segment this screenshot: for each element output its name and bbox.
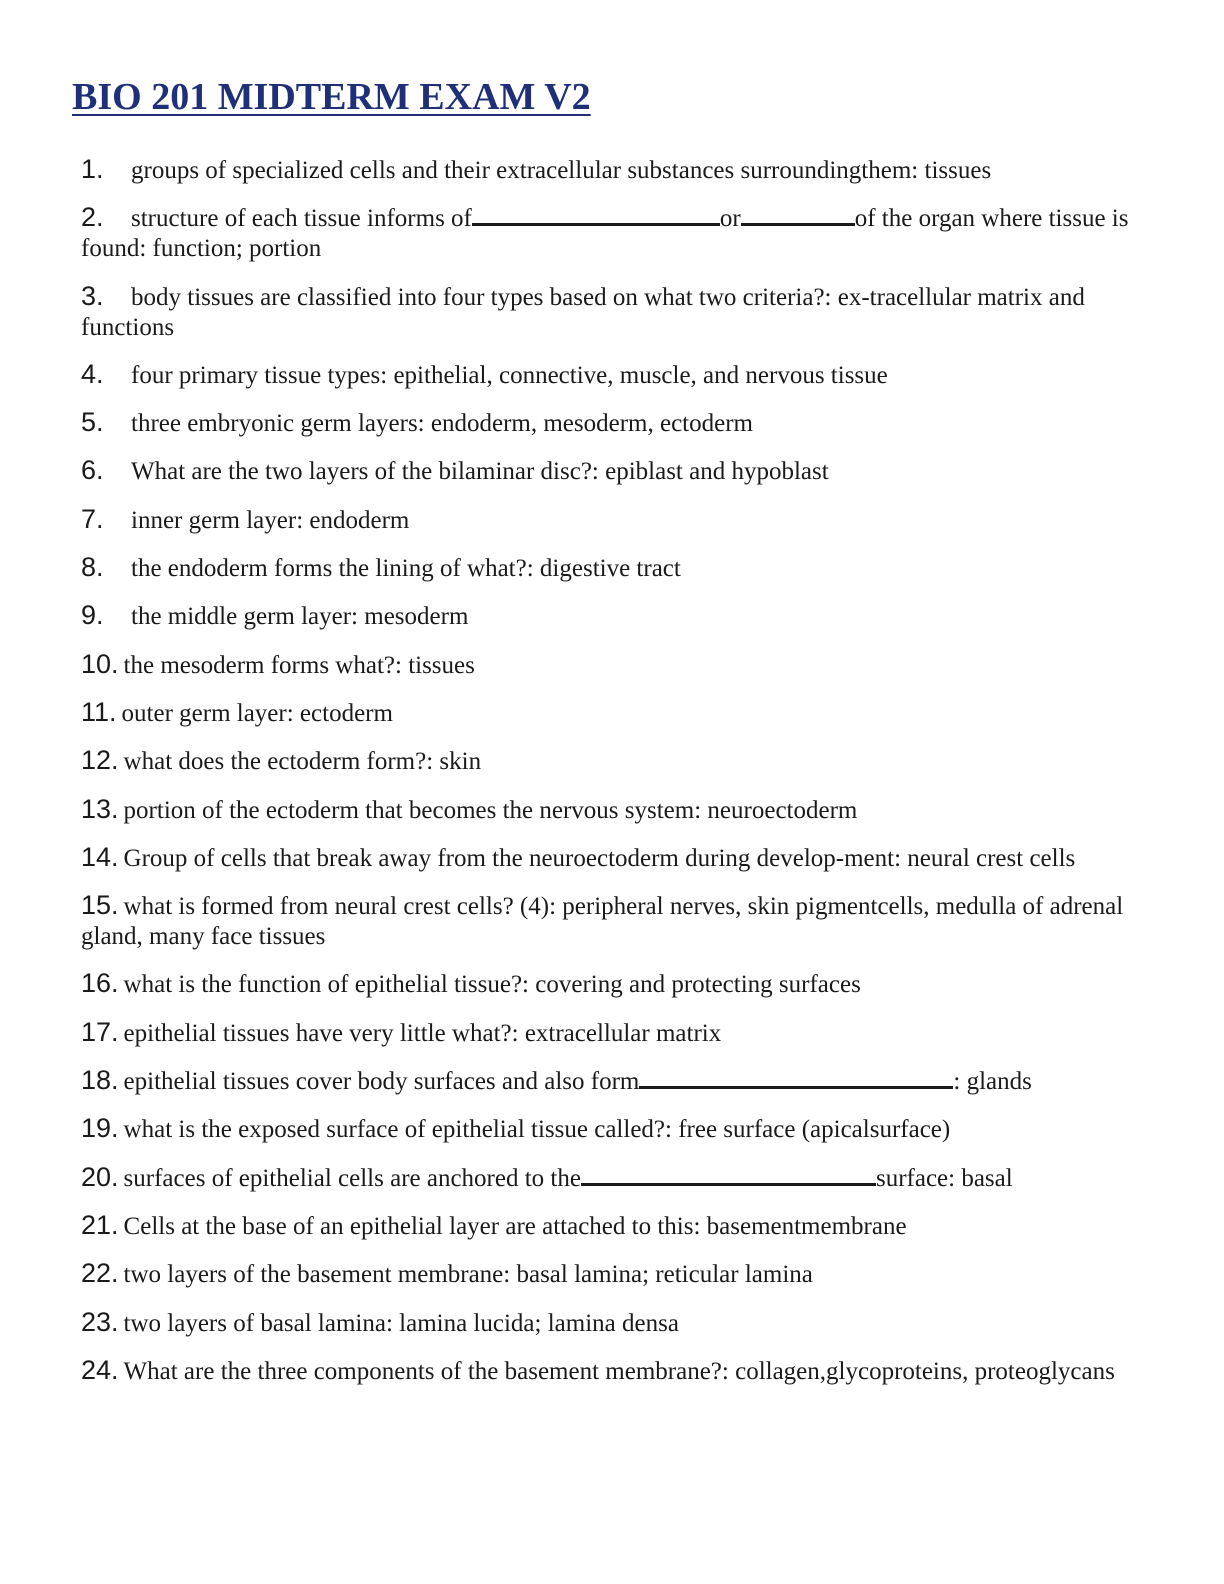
question-number: 1. bbox=[81, 154, 104, 184]
question-item-17 bbox=[81, 1017, 1146, 1049]
question-number: 17. bbox=[81, 1016, 119, 1047]
question-text: two layers of the basement membrane: basal lamina; reticular lamina bbox=[123, 1261, 813, 1289]
question-text: two layers of basal lamina: lamina lucida; lamina densa bbox=[123, 1309, 679, 1337]
question-number: 23. bbox=[81, 1306, 119, 1337]
question-text-middle: or bbox=[719, 205, 741, 233]
question-text: the mesoderm forms what?: tissues bbox=[123, 651, 475, 679]
question-text: the endoderm forms the lining of what?: digestive tract bbox=[131, 555, 681, 583]
question-text-before: epithelial tissues cover body surfaces and also form bbox=[123, 1068, 640, 1096]
question-number: 4. bbox=[81, 358, 104, 389]
question-item-11 bbox=[81, 697, 1146, 729]
question-number: 2. bbox=[81, 202, 104, 233]
question-item-20 bbox=[81, 1162, 1146, 1194]
question-item-24 bbox=[81, 1355, 1146, 1387]
question-text: three embryonic germ layers: endoderm, mesoderm, ectoderm bbox=[131, 410, 753, 438]
question-item-12 bbox=[81, 745, 1146, 777]
question-item-6 bbox=[81, 455, 1146, 487]
question-number: 6. bbox=[81, 455, 104, 486]
question-item-3 bbox=[81, 281, 1146, 343]
question-item-22 bbox=[81, 1258, 1146, 1290]
question-item-21 bbox=[81, 1210, 1146, 1242]
question-text-before: surfaces of epithelial cells are anchored to the bbox=[123, 1164, 581, 1192]
question-item-14 bbox=[81, 842, 1146, 874]
exam-title: BIO 201 MIDTERM EXAM V2 bbox=[72, 76, 591, 118]
question-number: 22. bbox=[81, 1258, 119, 1289]
question-text: body tissues are classified into four types based on what two criteria?: ex-tracellular matrix and functions bbox=[81, 283, 1085, 341]
question-number: 12. bbox=[81, 745, 119, 776]
question-item-7 bbox=[81, 504, 1146, 536]
question-number: 15. bbox=[81, 890, 119, 921]
question-text-after: of the organ where tissue is found: function; portion bbox=[81, 205, 1129, 263]
question-text: four primary tissue types: epithelial, connective, muscle, and nervous tissue bbox=[131, 361, 888, 389]
fill-in-blank bbox=[581, 1163, 876, 1186]
question-text: what is formed from neural crest cells? (4): peripheral nerves, skin pigmentcells, medulla of adrenal gland, many face tissues bbox=[81, 893, 1124, 951]
question-text-after: surface: basal bbox=[875, 1164, 1013, 1192]
question-item-15 bbox=[81, 890, 1146, 952]
question-text: the middle germ layer: mesoderm bbox=[131, 603, 469, 631]
question-text: what is the function of epithelial tissue?: covering and protecting surfaces bbox=[123, 971, 861, 999]
question-number: 16. bbox=[81, 968, 119, 999]
question-number: 8. bbox=[81, 552, 104, 583]
question-number: 24. bbox=[81, 1354, 119, 1385]
question-number: 10. bbox=[81, 648, 119, 679]
question-item-23 bbox=[81, 1307, 1146, 1339]
question-text: What are the two layers of the bilaminar disc?: epiblast and hypoblast bbox=[131, 458, 829, 486]
question-number: 13. bbox=[81, 793, 119, 824]
fill-in-blank bbox=[472, 203, 720, 226]
question-text: groups of specialized cells and their extracellular substances surroundingthem: tissues bbox=[131, 157, 992, 184]
question-number: 19. bbox=[81, 1113, 119, 1144]
question-text: inner germ layer: endoderm bbox=[131, 506, 410, 534]
fill-in-blank bbox=[741, 203, 855, 226]
fill-in-blank bbox=[639, 1066, 953, 1089]
question-item-9 bbox=[81, 600, 1146, 632]
question-text-after: : glands bbox=[953, 1068, 1032, 1096]
question-item-19 bbox=[81, 1113, 1146, 1145]
question-number: 7. bbox=[81, 503, 104, 534]
question-item-2 bbox=[81, 202, 1146, 264]
question-text-before: structure of each tissue informs of bbox=[131, 205, 472, 233]
question-item-18 bbox=[81, 1065, 1146, 1097]
question-text: portion of the ectoderm that becomes the nervous system: neuroectoderm bbox=[123, 796, 858, 824]
question-number: 9. bbox=[81, 600, 104, 631]
question-text: what does the ectoderm form?: skin bbox=[123, 748, 482, 776]
question-text: Group of cells that break away from the neuroectoderm during develop-ment: neural crest cells bbox=[123, 844, 1076, 872]
question-text: epithelial tissues have very little what?: extracellular matrix bbox=[123, 1019, 722, 1047]
question-item-5 bbox=[81, 407, 1146, 439]
question-number: 3. bbox=[81, 280, 104, 311]
question-number: 14. bbox=[81, 841, 119, 872]
question-number: 5. bbox=[81, 407, 104, 438]
question-item-1 bbox=[81, 154, 1146, 186]
question-text: outer germ layer: ectoderm bbox=[121, 699, 393, 727]
question-text: Cells at the base of an epithelial layer are attached to this: basementmembrane bbox=[123, 1212, 907, 1240]
question-number: 21. bbox=[81, 1209, 119, 1240]
question-item-16 bbox=[81, 968, 1146, 1000]
question-item-13 bbox=[81, 794, 1146, 826]
question-number: 18. bbox=[81, 1065, 119, 1096]
question-list bbox=[81, 154, 1146, 1403]
question-item-4 bbox=[81, 359, 1146, 391]
question-item-10 bbox=[81, 649, 1146, 681]
question-text: what is the exposed surface of epithelial tissue called?: free surface (apicalsurface) bbox=[123, 1116, 951, 1144]
question-number: 20. bbox=[81, 1161, 119, 1192]
question-text: What are the three components of the basement membrane?: collagen,glycoproteins, proteoglycans bbox=[123, 1357, 1115, 1385]
question-number: 11. bbox=[81, 696, 117, 727]
question-item-8 bbox=[81, 552, 1146, 584]
